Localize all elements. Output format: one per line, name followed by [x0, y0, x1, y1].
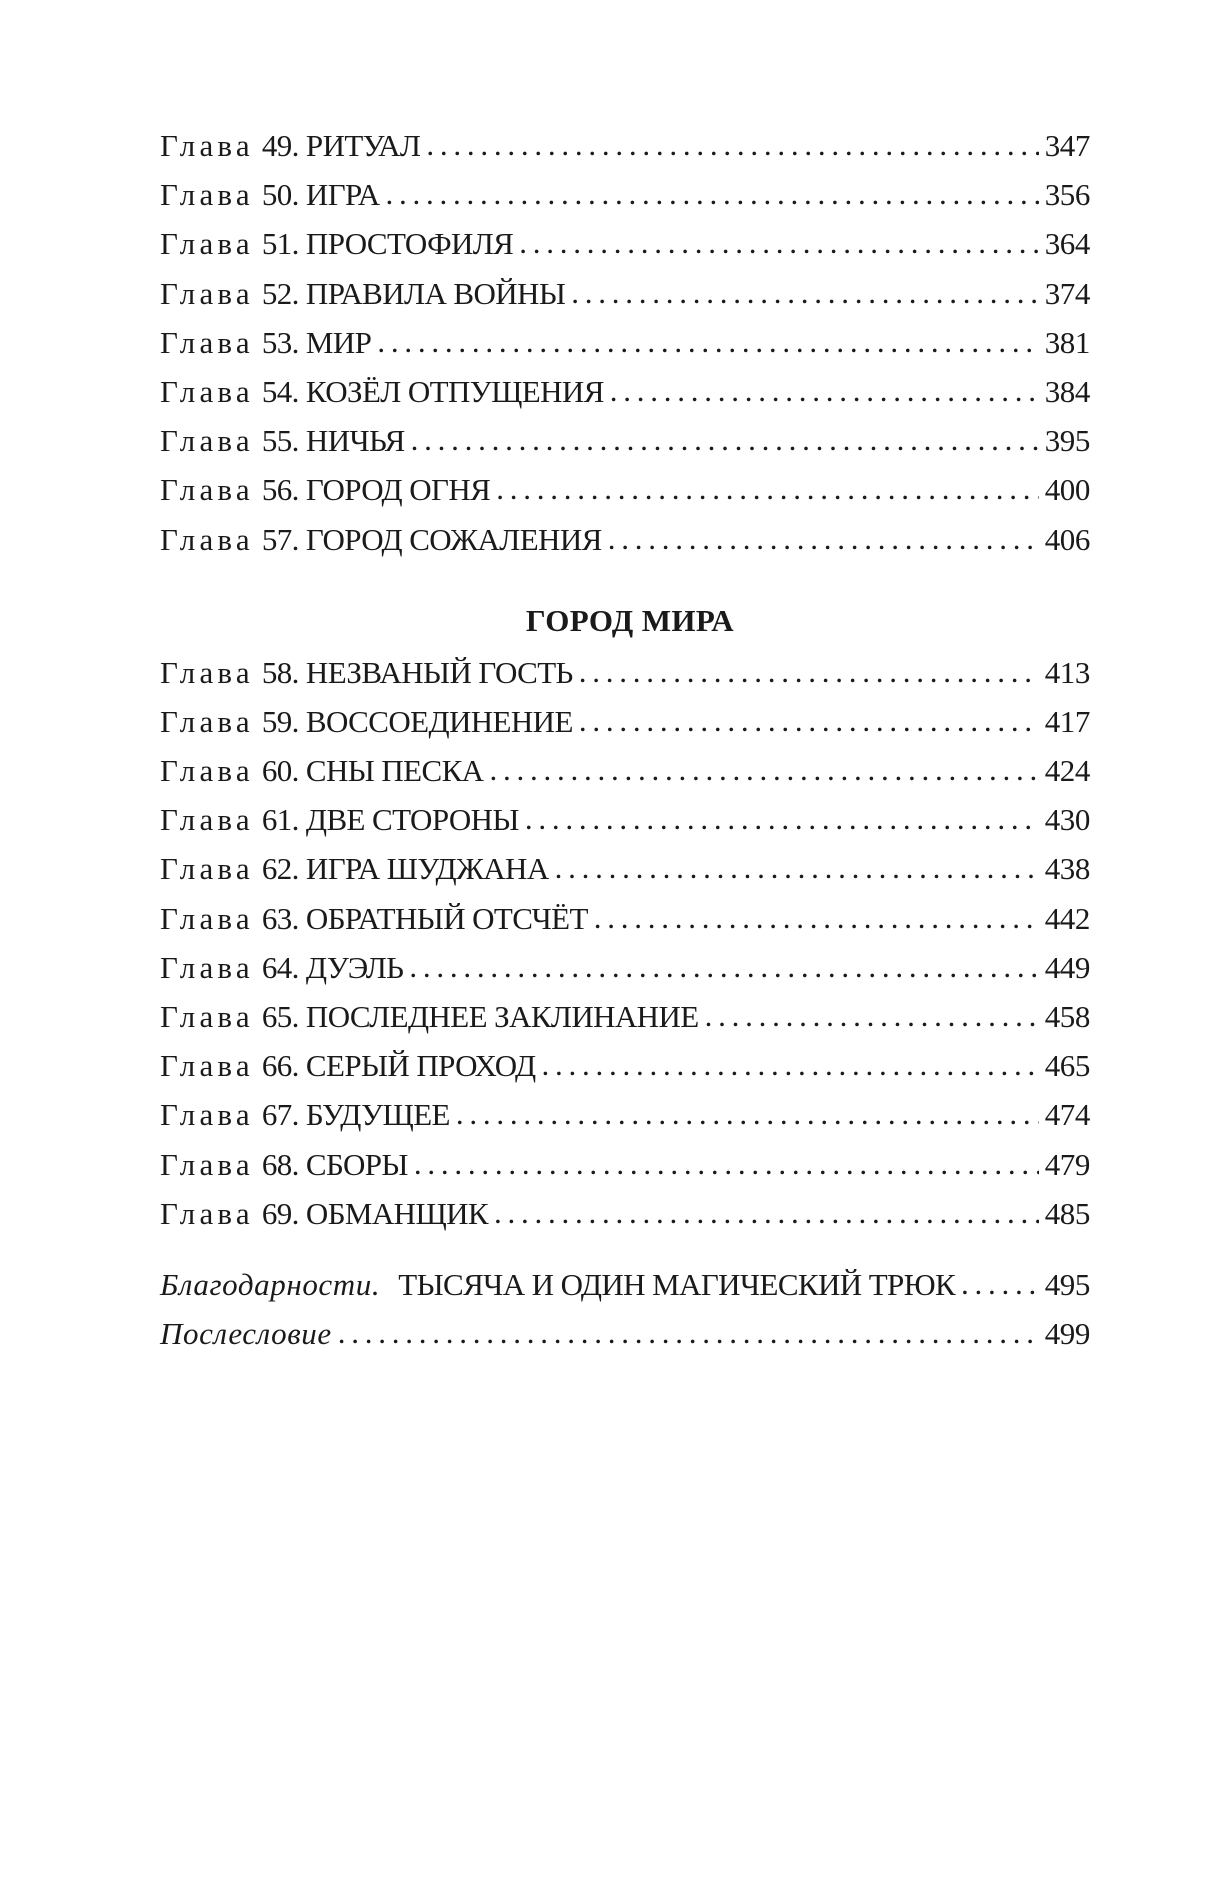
page-number: 479 — [1044, 1146, 1090, 1182]
dot-leader — [579, 701, 1039, 741]
chapter-number: 59. — [261, 703, 299, 739]
toc-entry — [160, 126, 1090, 175]
chapter-word: Глава — [160, 1146, 254, 1182]
chapter-number: 68. — [261, 1146, 299, 1182]
chapter-title — [254, 1145, 408, 1185]
chapter-word: Глава — [160, 900, 254, 936]
chapter-word: Глава — [160, 373, 254, 409]
toc-entry — [160, 175, 1090, 224]
chapter-word: Глава — [160, 654, 254, 690]
dot-leader — [414, 1144, 1039, 1184]
chapter-name: СНЫ ПЕСКА — [305, 753, 484, 789]
toc-entry — [160, 653, 1090, 702]
chapter-word: Глава — [160, 324, 254, 360]
toc-entry — [160, 751, 1090, 800]
dot-leader — [496, 469, 1038, 509]
chapter-name: ДВЕ СТОРОНЫ — [305, 802, 519, 838]
chapter-word: Глава — [160, 949, 254, 985]
chapter-title — [254, 653, 573, 693]
page-number: 465 — [1044, 1048, 1090, 1084]
page-number: 417 — [1044, 703, 1090, 739]
chapter-title — [254, 520, 602, 560]
chapter-word: Глава — [160, 472, 254, 508]
chapter-title — [254, 274, 565, 314]
chapter-title — [254, 1046, 536, 1086]
chapter-name: ГОРОД СОЖАЛЕНИЯ — [305, 521, 602, 557]
chapter-name: МИР — [305, 324, 372, 360]
dot-leader — [386, 174, 1039, 214]
page-number: 413 — [1044, 654, 1090, 690]
chapter-word: Глава — [160, 1195, 254, 1231]
chapter-word: Глава — [160, 226, 254, 262]
chapter-name: РИТУАЛ — [305, 128, 421, 163]
chapter-name: ДУЭЛЬ — [305, 949, 404, 985]
chapter-word: Глава — [160, 802, 254, 838]
back-matter-label: Послесловие — [160, 1316, 332, 1352]
toc-entry — [160, 702, 1090, 751]
toc-entry — [160, 372, 1090, 421]
toc-entry — [160, 849, 1090, 898]
chapter-number: 54. — [261, 373, 299, 409]
dot-leader — [571, 273, 1038, 313]
chapter-title — [254, 224, 513, 264]
chapter-name: ПОСЛЕДНЕЕ ЗАКЛИНАНИЕ — [305, 999, 699, 1034]
page-number: 406 — [1044, 521, 1090, 557]
toc-list-part2 — [160, 653, 1090, 1243]
table-of-contents — [160, 126, 1090, 1363]
chapter-number: 69. — [261, 1195, 299, 1231]
toc-entry-acknowledgements — [160, 1265, 1090, 1314]
toc-entry — [160, 421, 1090, 470]
toc-entry — [160, 520, 1090, 569]
page-number: 458 — [1044, 999, 1090, 1034]
dot-leader — [519, 223, 1038, 263]
chapter-word: Глава — [160, 275, 254, 311]
page-number: 356 — [1044, 177, 1090, 213]
chapter-title — [254, 800, 519, 840]
chapter-name: НЕЗВАНЫЙ ГОСТЬ — [305, 654, 573, 690]
chapter-name: ИГРА — [305, 177, 380, 213]
chapter-number: 62. — [261, 851, 299, 887]
chapter-word: Глава — [160, 851, 254, 887]
chapter-name: КОЗЁЛ ОТПУЩЕНИЯ — [305, 373, 604, 409]
dot-leader — [525, 799, 1039, 839]
page-number: 381 — [1044, 324, 1090, 360]
dot-leader — [489, 750, 1038, 790]
chapter-word: Глава — [160, 1097, 254, 1133]
dot-leader — [608, 519, 1039, 559]
chapter-word: Глава — [160, 1048, 254, 1084]
dot-leader — [594, 898, 1039, 938]
dot-leader — [542, 1045, 1039, 1085]
dot-leader — [555, 848, 1039, 888]
chapter-number: 50. — [261, 177, 299, 213]
chapter-number: 56. — [261, 472, 299, 508]
page-number: 424 — [1044, 753, 1090, 789]
chapter-title — [254, 126, 421, 166]
toc-entry — [160, 274, 1090, 323]
page-number: 347 — [1044, 128, 1090, 163]
chapter-name: НИЧЬЯ — [305, 423, 405, 459]
toc-entry — [160, 800, 1090, 849]
chapter-word: Глава — [160, 423, 254, 459]
chapter-name: ОБМАНЩИК — [305, 1195, 488, 1231]
chapter-number: 58. — [261, 654, 299, 690]
chapter-number: 49. — [261, 128, 299, 163]
page-number: 400 — [1044, 472, 1090, 508]
chapter-number: 64. — [261, 949, 299, 985]
page-number: 495 — [1044, 1266, 1090, 1302]
toc-entry — [160, 997, 1090, 1046]
dot-leader — [705, 996, 1039, 1036]
toc-entry — [160, 224, 1090, 273]
toc-entry — [160, 1046, 1090, 1095]
chapter-title — [254, 421, 405, 461]
toc-list-back-matter — [160, 1265, 1090, 1363]
chapter-title — [254, 899, 588, 939]
dot-leader — [579, 652, 1039, 692]
chapter-word: Глава — [160, 521, 254, 557]
chapter-title — [254, 175, 380, 215]
dot-leader — [338, 1313, 1039, 1353]
chapter-name: ИГРА ШУДЖАНА — [305, 851, 549, 887]
chapter-word: Глава — [160, 753, 254, 789]
dot-leader — [456, 1094, 1039, 1134]
page-number: 499 — [1044, 1316, 1090, 1352]
dot-leader — [494, 1193, 1039, 1233]
dot-leader — [411, 420, 1039, 460]
chapter-number: 60. — [261, 753, 299, 789]
toc-list-part1 — [160, 126, 1090, 569]
chapter-number: 63. — [261, 900, 299, 936]
chapter-number: 55. — [261, 423, 299, 459]
chapter-word: Глава — [160, 177, 254, 213]
page-number: 438 — [1044, 851, 1090, 887]
chapter-title — [254, 751, 484, 791]
chapter-number: 57. — [261, 521, 299, 557]
chapter-title — [254, 702, 573, 742]
chapter-number: 52. — [261, 275, 299, 311]
dot-leader — [961, 1264, 1039, 1304]
toc-entry — [160, 323, 1090, 372]
chapter-number: 53. — [261, 324, 299, 360]
page-number: 485 — [1044, 1195, 1090, 1231]
chapter-title — [254, 323, 372, 363]
dot-leader — [377, 322, 1038, 362]
back-matter-title: ТЫСЯЧА И ОДИН МАГИЧЕСКИЙ ТРЮК — [398, 1266, 956, 1302]
dot-leader — [610, 371, 1039, 411]
chapter-number: 65. — [261, 999, 299, 1034]
chapter-name: СБОРЫ — [305, 1146, 408, 1182]
page-number: 384 — [1044, 373, 1090, 409]
chapter-name: ГОРОД ОГНЯ — [305, 472, 491, 508]
page-number: 449 — [1044, 949, 1090, 985]
dot-leader — [426, 125, 1038, 165]
chapter-number: 61. — [261, 802, 299, 838]
chapter-name: БУДУЩЕЕ — [305, 1097, 450, 1133]
chapter-word: Глава — [160, 703, 254, 739]
page-number: 374 — [1044, 275, 1090, 311]
toc-entry — [160, 1194, 1090, 1243]
chapter-title — [254, 372, 604, 412]
chapter-number: 67. — [261, 1097, 299, 1133]
page-number: 430 — [1044, 802, 1090, 838]
chapter-title — [254, 997, 699, 1037]
chapter-word: Глава — [160, 128, 254, 163]
chapter-name: СЕРЫЙ ПРОХОД — [305, 1048, 536, 1084]
toc-entry — [160, 899, 1090, 948]
chapter-title — [254, 1194, 488, 1234]
chapter-word: Глава — [160, 999, 254, 1034]
chapter-name: ПРОСТОФИЛЯ — [305, 226, 514, 262]
chapter-number: 66. — [261, 1048, 299, 1084]
toc-entry — [160, 948, 1090, 997]
page-number: 474 — [1044, 1097, 1090, 1133]
chapter-name: ПРАВИЛА ВОЙНЫ — [305, 275, 566, 311]
page-number: 442 — [1044, 900, 1090, 936]
dot-leader — [409, 947, 1038, 987]
chapter-title — [254, 849, 549, 889]
toc-entry — [160, 470, 1090, 519]
chapter-title — [254, 948, 404, 988]
toc-entry — [160, 1095, 1090, 1144]
toc-entry — [160, 1145, 1090, 1194]
section-heading: ГОРОД МИРА — [525, 602, 735, 638]
back-matter-label: Благодарности. — [160, 1266, 381, 1302]
chapter-number: 51. — [261, 226, 299, 262]
chapter-name: ВОССОЕДИНЕНИЕ — [305, 703, 573, 739]
chapter-title — [254, 470, 490, 510]
toc-entry-afterword — [160, 1314, 1090, 1363]
page-number: 395 — [1044, 423, 1090, 459]
chapter-title — [254, 1095, 450, 1135]
page-number: 364 — [1044, 226, 1090, 262]
chapter-name: ОБРАТНЫЙ ОТСЧЁТ — [305, 900, 588, 936]
